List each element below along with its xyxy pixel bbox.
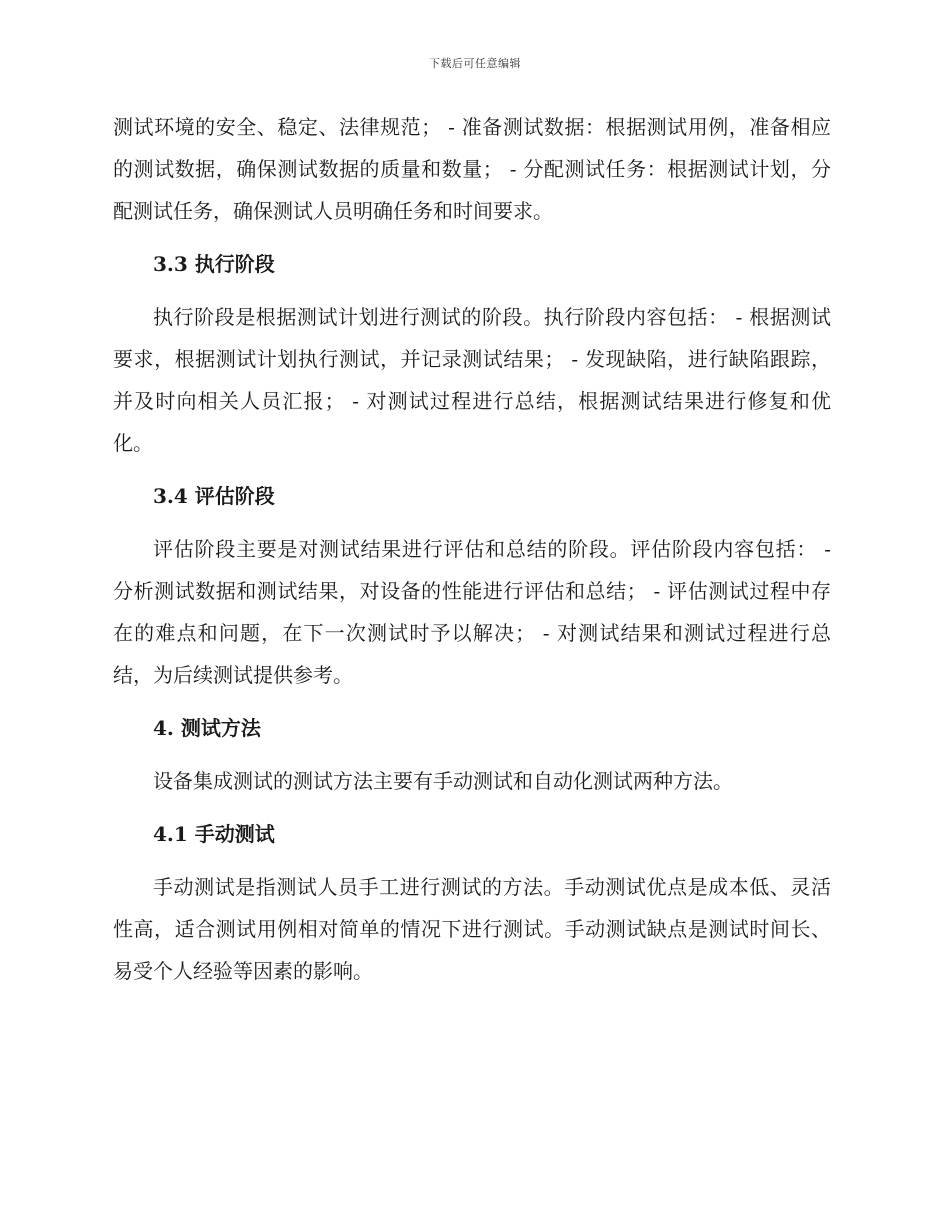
- paragraph-manual-testing: 手动测试是指测试人员手工进行测试的方法。手动测试优点是成本低、灵活性高，适合测试用例相对简单的情况下进行测试。手动测试缺点是测试时间长、易受个人经验等因素的影响。: [113, 875, 831, 983]
- paragraph-test-methods: 设备集成测试的测试方法主要有手动测试和自动化测试两种方法。: [153, 769, 733, 793]
- heading-execution-phase: 3.3 执行阶段: [153, 252, 275, 276]
- paragraph-test-environment: 测试环境的安全、稳定、法律规范； - 准备测试数据：根据测试用例，准备相应的测试数据，确保测试数据的质量和数量； - 分配测试任务：根据测试计划，分配测试任务，确保测试人员明确任务和时间要求。: [113, 115, 831, 223]
- page-header-note: 下载后可任意编辑: [429, 57, 521, 70]
- document-body: [113, 106, 831, 1003]
- paragraph-execution-phase: 执行阶段是根据测试计划进行测试的阶段。执行阶段内容包括： - 根据测试要求，根据测试计划执行测试，并记录测试结果； - 发现缺陷，进行缺陷跟踪，并及时向相关人员汇报； - 对测试过程进行总结，根据测试结果进行修复和优化。: [113, 305, 831, 455]
- heading-manual-testing: 4.1 手动测试: [153, 822, 275, 846]
- heading-test-methods: 4. 测试方法: [153, 716, 261, 740]
- paragraph-evaluation-phase: 评估阶段主要是对测试结果进行评估和总结的阶段。评估阶段内容包括： - 分析测试数据和测试结果，对设备的性能进行评估和总结； - 评估测试过程中存在的难点和问题，在下一次测试时予以解决； - 对测试结果和测试过程进行总结，为后续测试提供参考。: [113, 537, 831, 687]
- heading-evaluation-phase: 3.4 评估阶段: [153, 484, 275, 508]
